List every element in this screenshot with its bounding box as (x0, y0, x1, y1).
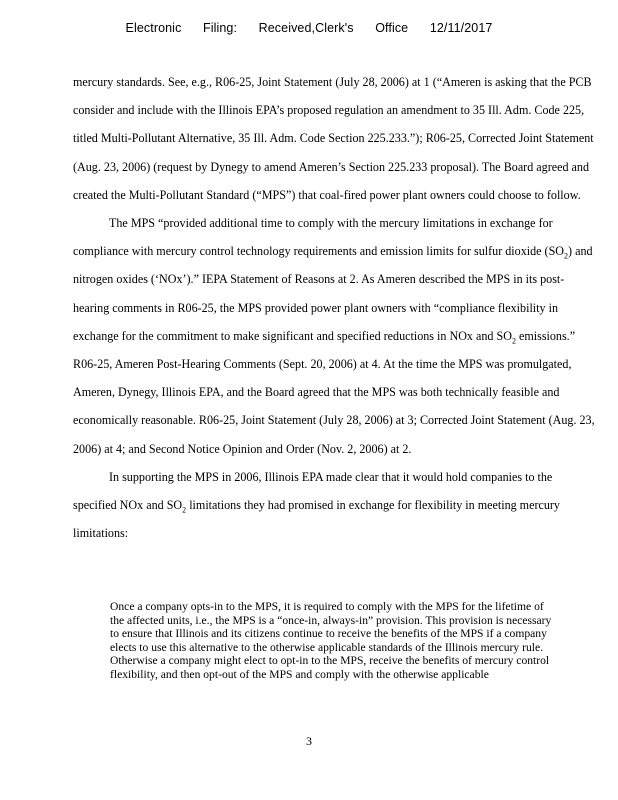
paragraph-2-part-1: The MPS “provided additional time to comply with the mercury limitations in exchange for compliance with mercury control technology requirements and emission limits for sulfur dioxide (SO (73, 216, 565, 259)
document-body (73, 68, 595, 547)
header-word-electronic: Electronic (125, 21, 182, 35)
block-quote (110, 600, 556, 682)
page-number: 3 (306, 734, 312, 748)
header-word-filing: Filing: (203, 21, 238, 35)
paragraph-2-part-3: emissions.” R06-25, Ameren Post-Hearing Comments (Sept. 20, 2006) at 4. At the time the MPS was promulgated, Ameren, Dynegy, Illinois EPA, and the Board agreed that the MPS was both technically feasible and economically reasonable. R06-25, Joint Statement (July 28, 2006) at 3; Corrected Joint Statement (Aug. 23, 2006) at 4; and Second Notice Opinion and Order (Nov. 2, 2006) at 2. (73, 328, 595, 456)
block-quote-text: Once a company opts-in to the MPS, it is required to comply with the MPS for the lifetime of the affected units, i.e., the MPS is a “once-in, always-in” provision. This provision is necessary to ensure that Illinois and its citizens continue to receive the benefits of the MPS if a company elects to use this alternative to the otherwise applicable standards of the Illinois mercury rule. Otherwise a company might elect to opt-in to the MPS, receive the benefits of mercury control flexibility, and then opt-out of the MPS and comply with the otherwise applicable (110, 600, 552, 681)
header-date: 12/11/2017 (429, 21, 493, 35)
paragraph-2-part-2: ) and nitrogen oxides (‘NOx’).” IEPA Statement of Reasons at 2. As Ameren described the MPS in its post-hearing comments in R06-25, the MPS provided power plant owners with “compliance flexibility in exchange for the commitment to make significant and specified reductions in NOx and SO (73, 244, 593, 343)
paragraph-3 (73, 463, 595, 548)
so2-subscript-2: 2 (511, 336, 516, 346)
paragraph-2 (73, 209, 595, 463)
header-word-received-clerks: Received,Clerk's (258, 21, 354, 35)
so2-subscript: 2 (564, 251, 569, 261)
paragraph-3-part-1: In supporting the MPS in 2006, Illinois EPA made clear that it would hold companies to the specified NOx and SO (73, 469, 553, 513)
header-word-office: Office (375, 21, 409, 35)
paragraph-1: mercury standards. See, e.g., R06-25, Joint Statement (July 28, 2006) at 1 (“Ameren is asking that the PCB consider and include with the Illinois EPA’s proposed regulation an amendment to 35 Ill. Adm. Code 225, titled Multi-Pollutant Alternative, 35 Ill. Adm. Code Section 225.233.”); R06-25, Corrected Joint Statement (Aug. 23, 2006) (request by Dynegy to amend Ameren’s Section 225.233 proposal). The Board agreed and created the Multi-Pollutant Standard (“MPS”) that coal-fired power plant owners could choose to follow. (73, 75, 594, 202)
so2-subscript-3: 2 (182, 505, 187, 515)
paragraph-3-part-2: limitations they had promised in exchange for flexibility in meeting mercury limitations: (73, 498, 560, 541)
filing-stamp-header (0, 21, 618, 35)
